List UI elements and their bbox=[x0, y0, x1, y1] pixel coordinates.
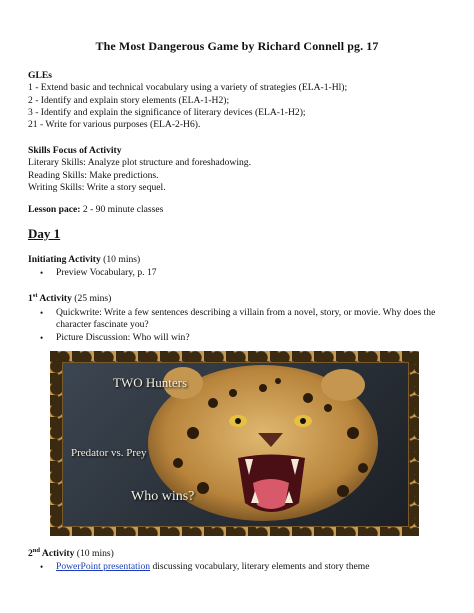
lesson-pace-value: 2 - 90 minute classes bbox=[80, 204, 164, 215]
first-activity-number: 1 bbox=[28, 293, 33, 304]
gle-item: 2 - Identify and explain story elements (ELA-1-H2); bbox=[28, 94, 230, 106]
gle-item: 21 - Write for various purposes (ELA-2-H6). bbox=[28, 119, 201, 131]
bullet-icon: • bbox=[40, 562, 44, 572]
skill-item: Writing Skills: Write a story sequel. bbox=[28, 181, 166, 193]
gles-section bbox=[28, 70, 347, 131]
list-item bbox=[40, 267, 157, 279]
second-activity-suffix: nd bbox=[32, 546, 41, 554]
bullet-icon: • bbox=[40, 308, 44, 318]
second-activity-list bbox=[40, 561, 370, 573]
lesson-pace-label: Lesson pace: bbox=[28, 204, 81, 215]
gle-item: 3 - Identify and explain the significance of literary devices (ELA-1-H2); bbox=[28, 106, 306, 118]
bullet-icon: • bbox=[40, 268, 44, 278]
list-item-text: Preview Vocabulary, p. 17 bbox=[56, 267, 157, 278]
first-activity-label: Activity bbox=[37, 293, 72, 304]
second-activity-time: (10 mins) bbox=[74, 548, 114, 559]
list-item bbox=[40, 561, 370, 573]
caption-who-wins: Who wins? bbox=[131, 489, 195, 504]
second-activity-number: 2 bbox=[28, 548, 33, 559]
skill-item: Reading Skills: Make predictions. bbox=[28, 169, 159, 181]
second-activity-label: Activity bbox=[40, 548, 75, 559]
list-item-text: Picture Discussion: Who will win? bbox=[56, 331, 190, 343]
first-activity-time: (25 mins) bbox=[71, 293, 112, 304]
list-item-text-continued: character fascinate you? bbox=[56, 319, 149, 331]
leopard-photo bbox=[62, 362, 409, 527]
first-activity-heading bbox=[28, 293, 111, 305]
caption-predator-vs-prey: Predator vs. Prey bbox=[71, 447, 147, 459]
bullet-icon: • bbox=[40, 332, 44, 343]
leopard-image bbox=[50, 351, 419, 536]
first-activity-suffix: st bbox=[32, 291, 38, 299]
powerpoint-link[interactable]: PowerPoint presentation bbox=[56, 561, 151, 572]
initiating-activity-heading bbox=[28, 254, 140, 266]
list-item-text: discussing vocabulary, literary elements and story theme bbox=[150, 561, 370, 572]
first-activity-list bbox=[40, 307, 435, 344]
skills-heading: Skills Focus of Activity bbox=[28, 145, 122, 156]
caption-two-hunters: TWO Hunters bbox=[113, 375, 188, 390]
page-title: The Most Dangerous Game by Richard Connell pg. 17 bbox=[95, 39, 379, 53]
skills-section bbox=[28, 145, 251, 194]
gle-item: 1 - Extend basic and technical vocabulary using a variety of strategies (ELA-1-Hl); bbox=[28, 82, 348, 94]
list-item bbox=[40, 307, 435, 332]
initiating-list bbox=[40, 267, 157, 279]
second-activity-heading bbox=[28, 548, 114, 560]
day-heading: Day 1 bbox=[28, 226, 61, 241]
gles-heading: GLEs bbox=[28, 70, 52, 81]
initiating-time: (10 mins) bbox=[100, 254, 141, 265]
list-item bbox=[40, 332, 435, 344]
lesson-pace bbox=[28, 204, 163, 216]
initiating-label: Initiating Activity bbox=[28, 254, 101, 265]
skill-item: Literary Skills: Analyze plot structure and foreshadowing. bbox=[28, 157, 251, 169]
list-item-text: Quickwrite: Write a few sentences describing a villain from a novel, story, or movie. Why does the bbox=[56, 307, 436, 318]
